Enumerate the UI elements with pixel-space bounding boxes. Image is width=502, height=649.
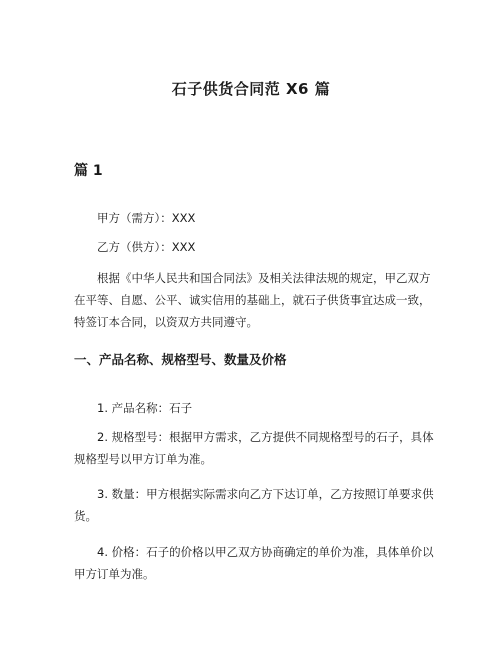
party-b-line: 乙方（供方）：XXX xyxy=(97,240,196,254)
item-2: 2. 规格型号：根据甲方需求，乙方提供不同规格型号的石子，具体规格型号以甲方订单为准。 xyxy=(74,430,434,466)
clause-heading-1: 一、产品名称、规格型号、数量及价格 xyxy=(74,352,287,367)
item-4: 4. 价格：石子的价格以甲乙双方协商确定的单价为准，具体单价以甲方订单为准。 xyxy=(74,545,434,581)
document-title: 石子供货合同范 X6 篇 xyxy=(171,80,331,98)
party-a-line: 甲方（需方）：XXX xyxy=(97,211,196,225)
intro-paragraph: 根据《中华人民共和国合同法》及相关法律法规的规定，甲乙双方在平等、自愿、公平、诚实信用的基础上，就石子供货事宜达成一致，特签订本合同，以资双方共同遵守。 xyxy=(74,271,431,329)
item-1: 1. 产品名称：石子 xyxy=(97,401,193,415)
item-3: 3. 数量：甲方根据实际需求向乙方下达订单，乙方按照订单要求供货。 xyxy=(74,487,434,523)
section-label: 篇 1 xyxy=(74,163,103,179)
